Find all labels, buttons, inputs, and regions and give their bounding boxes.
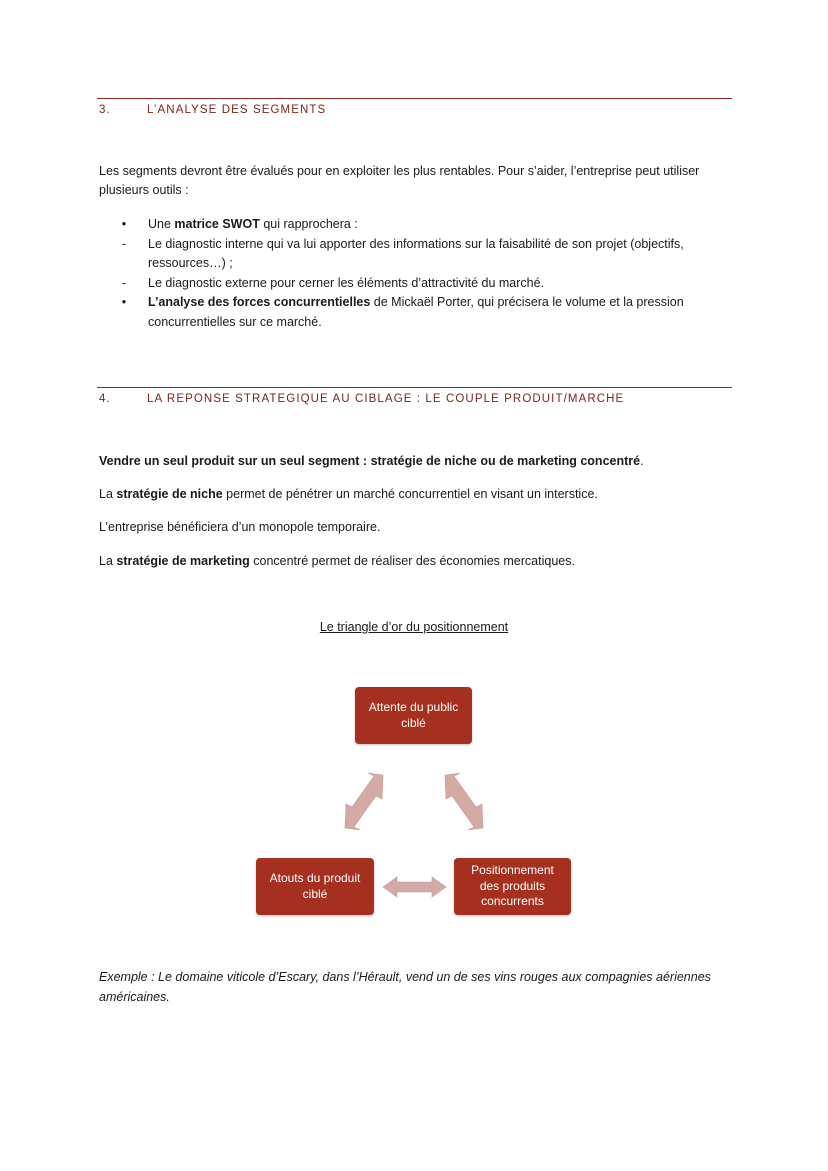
list-item: • L’analyse des forces concurrentielles de Mickaël Porter, qui précisera le volume et la pression concurrentielles sur ce marché.	[119, 293, 729, 332]
section-4-title: LA REPONSE STRATEGIQUE AU CIBLAGE : LE COUPLE PRODUIT/MARCHE	[147, 393, 625, 405]
box-product-assets: Atouts du produit ciblé	[256, 858, 374, 915]
section-3-number: 3.	[99, 104, 111, 116]
bullet-marker: •	[121, 217, 127, 231]
monopoly-paragraph: L’entreprise bénéficiera d’un monopole temporaire.	[99, 520, 381, 534]
section-4-number: 4.	[99, 393, 111, 405]
swot-term: matrice SWOT	[174, 217, 260, 231]
porter-term: L’analyse des forces concurrentielles	[148, 295, 371, 309]
diagram-caption: Le triangle d’or du positionnement	[319, 620, 509, 634]
double-arrow-right	[445, 773, 483, 830]
dash-marker: -	[121, 236, 127, 251]
niche-strategy-heading: Vendre un seul produit sur un seul segment : stratégie de niche ou de marketing concentré.	[99, 454, 644, 468]
box-competitor-positioning: Positionnement des produits concurrents	[454, 858, 571, 915]
list-item: • Une matrice SWOT qui rapprochera :	[119, 215, 729, 235]
section-3-title: L’ANALYSE DES SEGMENTS	[147, 104, 327, 116]
niche-strategy-paragraph: La stratégie de niche permet de pénétrer un marché concurrentiel en visant un interstice.	[99, 487, 598, 501]
list-item: - Le diagnostic interne qui va lui apporter des informations sur la faisabilité de son projet (objectifs, ressources…) ;	[119, 235, 729, 274]
marketing-strategy-paragraph: La stratégie de marketing concentré permet de réaliser des économies mercatiques.	[99, 554, 575, 568]
double-arrow-bottom	[383, 877, 446, 897]
section-3-intro: Les segments devront être évalués pour en exploiter les plus rentables. Pour s’aider, l’entreprise peut utiliser plusieurs outils :	[99, 164, 700, 197]
list-item: - Le diagnostic externe pour cerner les éléments d’attractivité du marché.	[119, 274, 729, 294]
double-arrow-left	[345, 773, 383, 830]
dash-marker: -	[121, 275, 127, 290]
bullet-marker: •	[121, 295, 127, 309]
box-public-expectation: Attente du public ciblé	[355, 687, 472, 744]
example-paragraph: Exemple : Le domaine viticole d’Escary, dans l’Hérault, vend un de ses vins rouges aux compagnies aériennes américaines.	[99, 970, 711, 1004]
